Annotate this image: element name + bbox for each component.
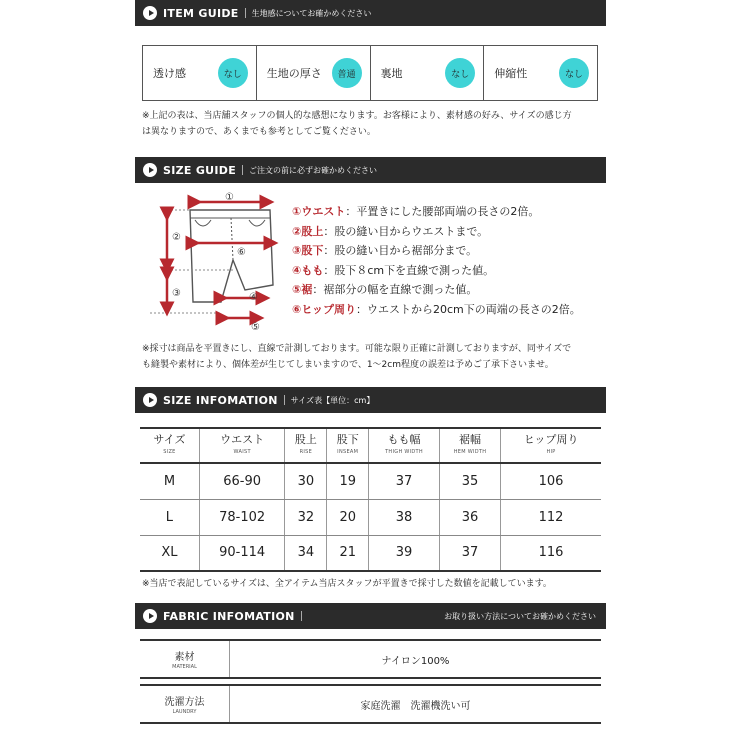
measure-hem: ⑤裾：裾部分の幅を直線で測った値。 xyxy=(292,283,478,296)
material-label: 素材 MATERIAL xyxy=(140,641,230,677)
guide-cell-lining xyxy=(370,46,484,100)
fabric-info-header xyxy=(135,603,606,629)
guide-value-badge: なし xyxy=(218,58,248,88)
material-value: ナイロン100% xyxy=(381,655,450,667)
guide-label: 透け感 xyxy=(153,67,186,80)
marker-3: ③ xyxy=(172,288,181,299)
measure-rise: ②股上：股の縫い目からウエストまで。 xyxy=(292,224,489,238)
guide-label: 生地の厚さ xyxy=(266,67,322,80)
shorts-diagram xyxy=(145,190,285,330)
item-guide-note: ※上記の表は、当店舗スタッフの個人的な感想になります。お客様により、素材感の好み、サイズの感じ方 は異なりますので、あくまでも参考としてご覧ください。 xyxy=(142,111,572,137)
item-guide-title: ITEM GUIDE xyxy=(163,6,239,20)
fabric-info-title: FABRIC INFOMATION xyxy=(163,609,295,623)
item-guide-header xyxy=(135,0,606,26)
guide-label: 伸縮性 xyxy=(494,67,528,80)
fabric-info-note: お取り扱い方法についてお確かめください xyxy=(444,611,596,621)
col-thigh: もも幅 THIGH WIDTH xyxy=(369,428,440,463)
laundry-row xyxy=(140,684,601,724)
table-row: M 66-90 30 19 37 35 106 xyxy=(140,463,601,499)
size-info-subtitle: サイズ表【単位：cm】 xyxy=(290,395,375,405)
size-table-header xyxy=(140,428,601,463)
item-guide-subtitle: 生地感についてお確かめください xyxy=(251,8,372,18)
laundry-value: 家庭洗濯 洗濯機洗い可 xyxy=(360,700,471,712)
size-info-header xyxy=(135,387,606,413)
col-waist: ウエスト WAIST xyxy=(199,428,285,463)
col-inseam: 股下 INSEAM xyxy=(327,428,369,463)
measure-hip: ⑥ヒップ周り：ウエストから20cm下の両端の長さの2倍。 xyxy=(292,302,581,316)
marker-5: ⑤ xyxy=(251,322,260,330)
guide-cell-thickness xyxy=(256,46,370,100)
item-guide-table xyxy=(142,45,598,101)
measure-inseam: ③股下：股の縫い目から裾部分まで。 xyxy=(292,244,478,257)
size-info-note: ※当店で表記しているサイズは、全アイテム当店スタッフが平置きで採寸した数値を記載しています。 xyxy=(142,579,552,589)
guide-cell-stretch xyxy=(483,46,597,100)
size-guide-subtitle: ご注文の前に必ずお確かめください xyxy=(249,165,378,175)
play-circle-icon xyxy=(143,163,157,177)
marker-4: ④ xyxy=(249,292,258,303)
size-guide-note: ※採寸は商品を平置きにし、直線で計測しております。可能な限り正確に計測しておりますが、同サイズで も縫製や素材により、個体差が生じてしまいますので、1〜2cm程度の誤差は予めご了承下さいませ。 xyxy=(142,344,572,370)
size-table xyxy=(140,427,601,572)
size-guide-header xyxy=(135,157,606,183)
laundry-label: 洗濯方法 LAUNDRY xyxy=(140,686,230,722)
size-guide-title: SIZE GUIDE xyxy=(163,163,237,177)
play-circle-icon xyxy=(143,609,157,623)
play-circle-icon xyxy=(143,393,157,407)
col-hip: ヒップ周り HIP xyxy=(501,428,601,463)
guide-value-badge: なし xyxy=(559,58,589,88)
col-size: サイズ SIZE xyxy=(140,428,199,463)
marker-6: ⑥ xyxy=(237,247,246,258)
material-row xyxy=(140,639,601,679)
table-row: L 78-102 32 20 38 36 112 xyxy=(140,499,601,535)
col-rise: 股上 RISE xyxy=(285,428,327,463)
marker-2: ② xyxy=(172,232,181,243)
guide-cell-sheerness xyxy=(143,46,256,100)
measurement-list xyxy=(292,202,581,319)
measure-waist: ①ウエスト：平置きにした腰部両端の長さの2倍。 xyxy=(292,205,540,218)
measure-thigh: ④もも：股下８cm下を直線で測った値。 xyxy=(292,263,495,277)
col-hem: 裾幅 HEM WIDTH xyxy=(439,428,500,463)
table-row: XL 90-114 34 21 39 37 116 xyxy=(140,535,601,571)
guide-value-badge: 普通 xyxy=(332,58,362,88)
marker-1: ① xyxy=(225,192,234,203)
guide-value-badge: なし xyxy=(445,58,475,88)
size-info-title: SIZE INFOMATION xyxy=(163,393,278,407)
play-circle-icon xyxy=(143,6,157,20)
guide-label: 裏地 xyxy=(380,67,403,80)
